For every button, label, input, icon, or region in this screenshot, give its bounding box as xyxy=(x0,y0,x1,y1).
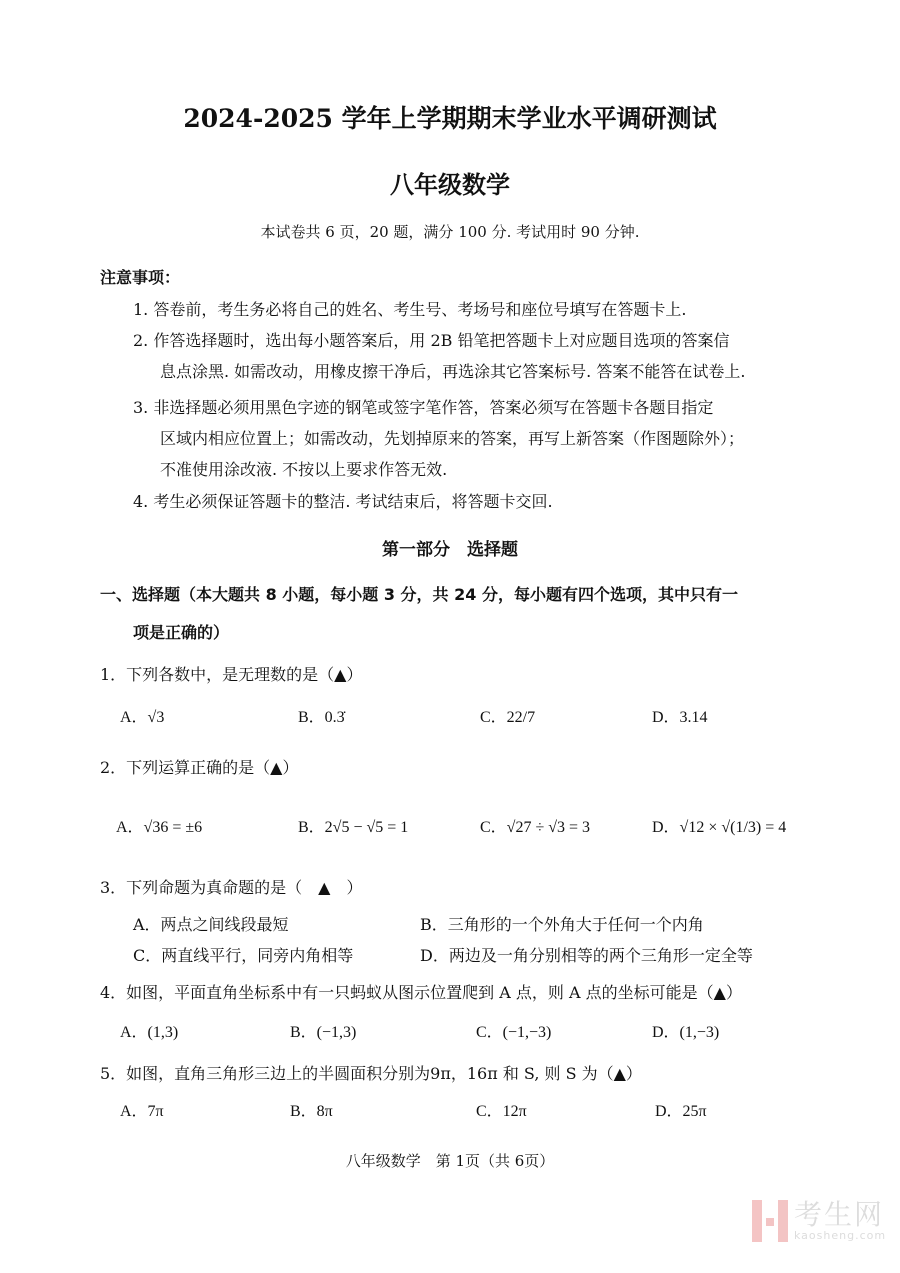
question-3-option-a: A．两点之间线段最短 xyxy=(133,915,289,934)
question-5-stem: 5．如图，直角三角形三边上的半圆面积分别为9π，16π 和 S, 则 S 为（▲） xyxy=(100,1064,642,1083)
question-2-option-b: B．2√5 − √5 = 1 xyxy=(298,819,409,836)
watermark-logo xyxy=(752,1200,886,1242)
notice-heading: 注意事项： xyxy=(100,268,181,287)
question-2-option-a: A．√36 = ±6 xyxy=(116,819,203,836)
notice-line: 息点涂黑. 如需改动，用橡皮擦干净后，再选涂其它答案标号. 答案不能答在试卷上. xyxy=(160,362,746,381)
question-3-option-b: B．三角形的一个外角大于任何一个内角 xyxy=(420,915,704,934)
question-3-stem: 3．下列命题为真命题的是（ ▲ ） xyxy=(100,878,363,897)
notice-line: 2. 作答选择题时，选出每小题答案后，用 2B 铅笔把答题卡上对应题目选项的答案信 xyxy=(133,331,730,350)
page-footer: 八年级数学 第 1页（共 6页） xyxy=(345,1152,555,1170)
exam-info: 本试卷共 6 页，20 题，满分 100 分. 考试用时 90 分钟. xyxy=(260,223,640,241)
question-2-stem: 2．下列运算正确的是（▲） xyxy=(100,758,299,777)
notice-line: 3. 非选择题必须用黑色字迹的钢笔或签字笔作答，答案必须写在答题卡各题目指定 xyxy=(133,398,714,417)
section-heading-cont: 项是正确的） xyxy=(133,623,230,642)
question-1-stem: 1．下列各数中，是无理数的是（▲） xyxy=(100,665,363,684)
watermark-en: kaosheng.com xyxy=(794,1229,887,1242)
question-4-option-a: A．(1,3) xyxy=(120,1024,179,1041)
question-3-option-c: C．两直线平行，同旁内角相等 xyxy=(133,946,354,965)
notice-line: 区域内相应位置上；如需改动，先划掉原来的答案，再写上新答案（作图题除外）； xyxy=(160,429,745,448)
question-2-option-c: C．√27 ÷ √3 = 3 xyxy=(480,819,591,836)
question-1-option-d: D．3.14 xyxy=(652,709,708,726)
question-4-stem: 4．如图，平面直角坐标系中有一只蚂蚁从图示位置爬到 A 点，则 A 点的坐标可能是（▲） xyxy=(100,983,742,1002)
exam-title: 2024-2025 学年上学期期末学业水平调研测试 xyxy=(183,104,717,133)
question-2-option-d: D．√12 × √(1/3) = 4 xyxy=(652,819,787,836)
question-5-option-c: C．12π xyxy=(476,1103,527,1120)
question-5-option-b: B．8π xyxy=(290,1103,333,1120)
question-3-option-d: D．两边及一角分别相等的两个三角形一定全等 xyxy=(420,946,753,965)
notice-line: 4. 考生必须保证答题卡的整洁. 考试结束后，将答题卡交回. xyxy=(133,492,553,511)
watermark-cn: 考生网 xyxy=(794,1198,885,1231)
question-4-option-b: B．(−1,3) xyxy=(290,1024,357,1041)
question-4-option-c: C．(−1,−3) xyxy=(476,1024,552,1041)
question-5-option-d: D．25π xyxy=(655,1103,707,1120)
question-4-option-d: D．(1,−3) xyxy=(652,1024,720,1041)
question-1-option-a: A．√3 xyxy=(120,709,165,726)
notice-line: 1. 答卷前，考生务必将自己的姓名、考生号、考场号和座位号填写在答题卡上. xyxy=(133,300,687,319)
notice-line: 不准使用涂改液. 不按以上要求作答无效. xyxy=(160,460,448,479)
question-1-option-c: C．22/7 xyxy=(480,709,536,726)
exam-subject: 八年级数学 xyxy=(390,170,510,199)
question-1-option-b: B．0.3̇ xyxy=(298,709,345,726)
logo-mark-icon xyxy=(752,1200,788,1242)
section-heading: 一、选择题（本大题共 8 小题，每小题 3 分，共 24 分，每小题有四个选项，其中只有一 xyxy=(100,585,738,604)
question-5-option-a: A．7π xyxy=(120,1103,164,1120)
part-heading: 第一部分 选择题 xyxy=(382,540,518,560)
